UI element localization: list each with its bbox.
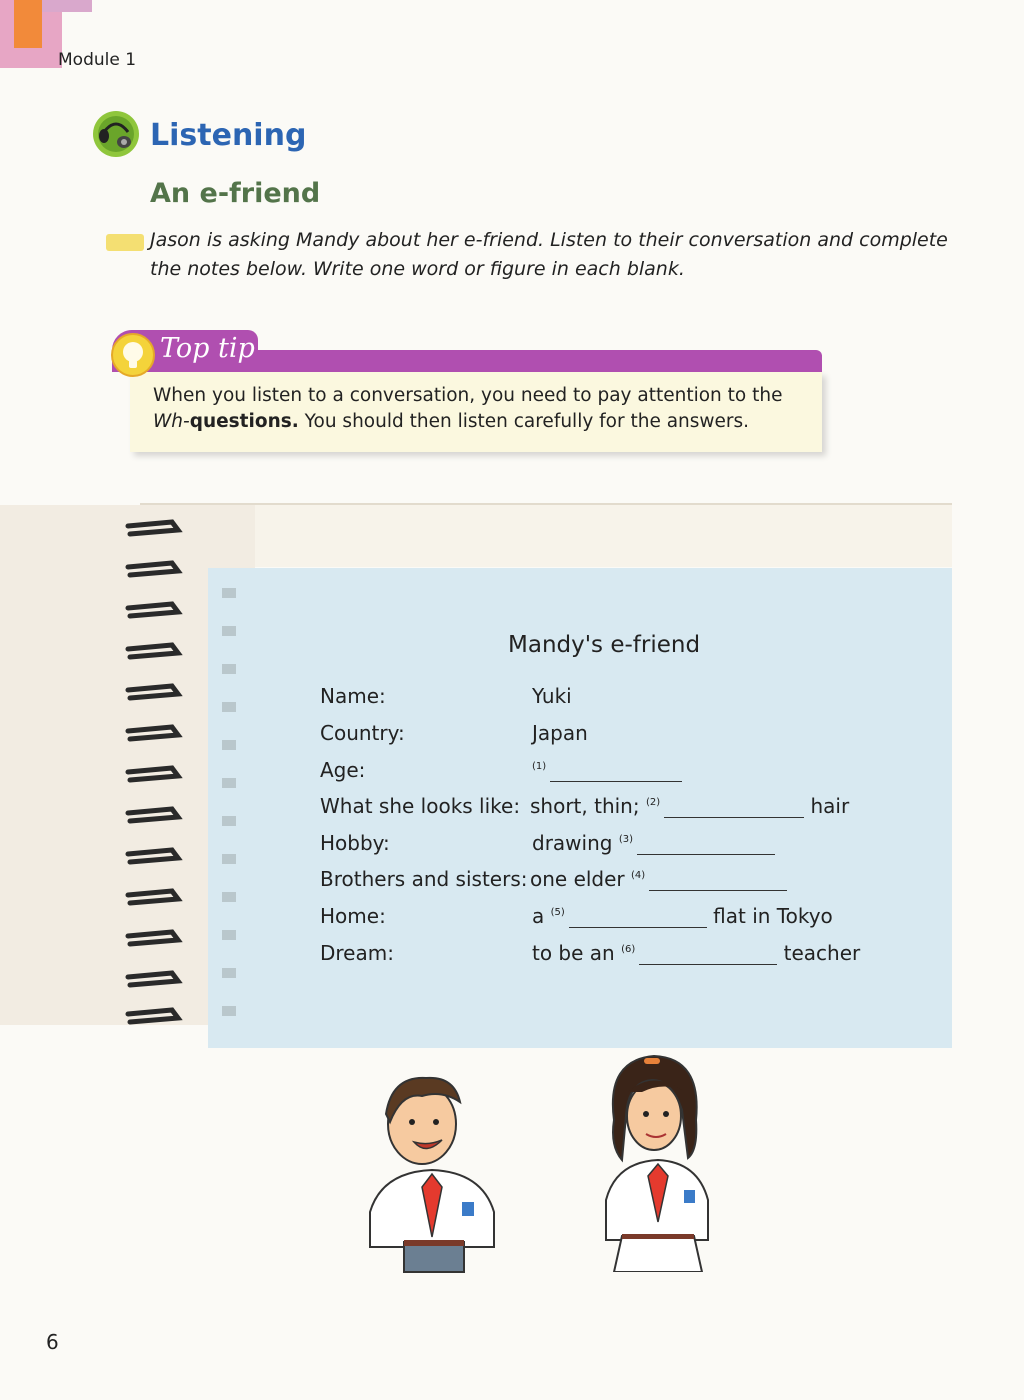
boy-illustration — [362, 1062, 502, 1282]
corner-decoration-orange — [14, 0, 42, 48]
answer-blank[interactable] — [639, 942, 777, 965]
answer-blank[interactable] — [569, 905, 707, 928]
row-label: Dream: — [320, 941, 394, 965]
row-value: Yuki — [532, 684, 572, 708]
section-title: Listening — [150, 118, 307, 153]
row-label: Home: — [320, 904, 386, 928]
blank-number: (5) — [550, 907, 565, 919]
card-title: Mandy's e-friend — [508, 632, 701, 658]
tip-wh-prefix: Wh- — [153, 411, 190, 432]
tip-line-2 — [153, 409, 813, 435]
value-after: flat in Tokyo — [713, 904, 833, 928]
value-before: one elder — [530, 867, 625, 891]
tip-text — [153, 383, 813, 435]
tip-line-1: When you listen to a conversation, you need to pay attention to the — [153, 385, 783, 406]
answer-blank[interactable] — [664, 795, 804, 818]
row-label: Age: — [320, 758, 366, 782]
row-value — [532, 941, 860, 965]
row-value — [532, 904, 833, 928]
row-value: Japan — [532, 721, 588, 745]
answer-blank[interactable] — [550, 759, 682, 782]
section-subtitle: An e-friend — [150, 178, 321, 209]
value-before: drawing — [532, 831, 613, 855]
row-label: Hobby: — [320, 831, 390, 855]
value-before: to be an — [532, 941, 615, 965]
punch-holes — [222, 588, 236, 1028]
row-label: What she looks like: — [320, 794, 521, 818]
blank-number: (4) — [631, 870, 646, 882]
value-after: teacher — [783, 941, 861, 965]
instructions: Jason is asking Mandy about her e-friend. Listen to their conversation and complete the notes below. Write one word or figure in each blank. — [150, 229, 948, 280]
value-after: hair — [810, 794, 850, 818]
row-value — [532, 758, 682, 782]
headphones-icon — [92, 110, 140, 158]
tip-line-2-rest: You should then listen carefully for the answers. — [298, 411, 750, 432]
row-value — [530, 794, 849, 818]
module-label: Module 1 — [58, 50, 137, 70]
blank-number: (2) — [645, 797, 661, 809]
value-before: short, thin; — [530, 794, 640, 818]
corner-decoration-top — [42, 0, 92, 12]
row-label: Brothers and sisters: — [320, 867, 528, 891]
blank-number: (1) — [532, 761, 547, 773]
task-marker — [106, 234, 144, 251]
row-value — [532, 831, 775, 855]
notebook-back-page — [140, 503, 952, 567]
lightbulb-icon — [110, 332, 156, 378]
tip-label: Top tip — [160, 333, 255, 364]
tip-questions-word: questions. — [189, 411, 299, 432]
spiral-binding — [122, 516, 194, 1026]
girl-illustration — [592, 1050, 722, 1272]
answer-blank[interactable] — [649, 868, 787, 891]
answer-blank[interactable] — [637, 832, 775, 855]
row-label: Country: — [320, 721, 405, 745]
value-before: a — [532, 904, 545, 928]
blank-number: (3) — [618, 834, 633, 846]
row-value — [530, 867, 787, 891]
row-label: Name: — [320, 684, 386, 708]
blank-number: (6) — [621, 944, 636, 956]
page-number: 6 — [46, 1330, 59, 1354]
